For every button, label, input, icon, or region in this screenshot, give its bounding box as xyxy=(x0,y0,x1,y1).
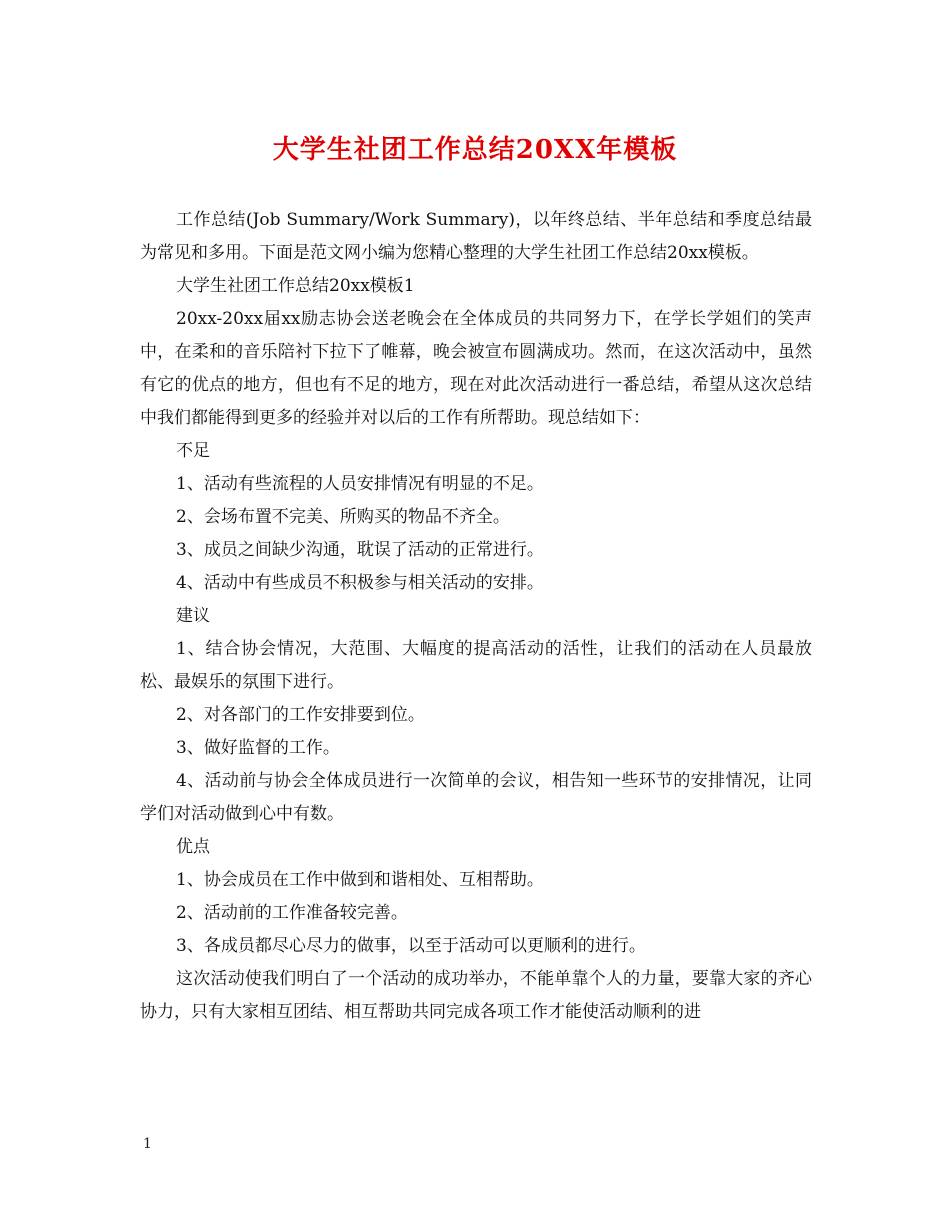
section-heading-suggestions: 建议 xyxy=(176,606,210,626)
document-body xyxy=(140,204,812,1029)
shortcoming-item: 1、活动有些流程的人员安排情况有明显的不足。 xyxy=(176,474,544,494)
shortcoming-item: 3、成员之间缺少沟通，耽误了活动的正常进行。 xyxy=(176,540,544,560)
strength-item: 3、各成员都尽心尽力的做事，以至于活动可以更顺利的进行。 xyxy=(176,936,646,956)
strength-item: 1、协会成员在工作中做到和谐相处、互相帮助。 xyxy=(176,870,544,890)
section-heading-shortcomings: 不足 xyxy=(176,441,210,461)
document-title: 大学生社团工作总结20XX年模板 xyxy=(272,135,678,165)
intro-paragraph: 工作总结(Job Summary/Work Summary)，以年终总结、半年总结和季度总结最为常见和多用。下面是范文网小编为您精心整理的大学生社团工作总结20xx模板。 xyxy=(140,210,812,263)
conclusion-paragraph: 这次活动使我们明白了一个活动的成功举办，不能单靠个人的力量，要靠大家的齐心协力，只有大家相互团结、相互帮助共同完成各项工作才能使活动顺利的进 xyxy=(140,969,812,1022)
suggestion-item: 3、做好监督的工作。 xyxy=(176,738,340,758)
section-heading-strengths: 优点 xyxy=(176,837,210,857)
shortcoming-item: 2、会场布置不完美、所购买的物品不齐全。 xyxy=(176,507,510,527)
suggestion-item: 1、结合协会情况，大范围、大幅度的提高活动的活性，让我们的活动在人员最放松、最娱乐的氛围下进行。 xyxy=(140,639,812,692)
strength-item: 2、活动前的工作准备较完善。 xyxy=(176,903,408,923)
section-heading-template-1: 大学生社团工作总结20xx模板1 xyxy=(176,276,415,296)
page-number: 1 xyxy=(143,1136,152,1152)
shortcoming-item: 4、活动中有些成员不积极参与相关活动的安排。 xyxy=(176,573,544,593)
suggestion-item: 4、活动前与协会全体成员进行一次简单的会议，相告知一些环节的安排情况，让同学们对活动做到心中有数。 xyxy=(140,771,812,824)
summary-paragraph: 20xx-20xx届xx励志协会送老晚会在全体成员的共同努力下，在学长学姐们的笑声中，在柔和的音乐陪衬下拉下了帷幕，晚会被宣布圆满成功。然而，在这次活动中，虽然有它的优点的地方，但也有不足的地方，现在对此次活动进行一番总结，希望从这次总结中我们都能得到更多的经验并对以后的工作有所帮助。现总结如下： xyxy=(140,309,812,428)
suggestion-item: 2、对各部门的工作安排要到位。 xyxy=(176,705,425,725)
